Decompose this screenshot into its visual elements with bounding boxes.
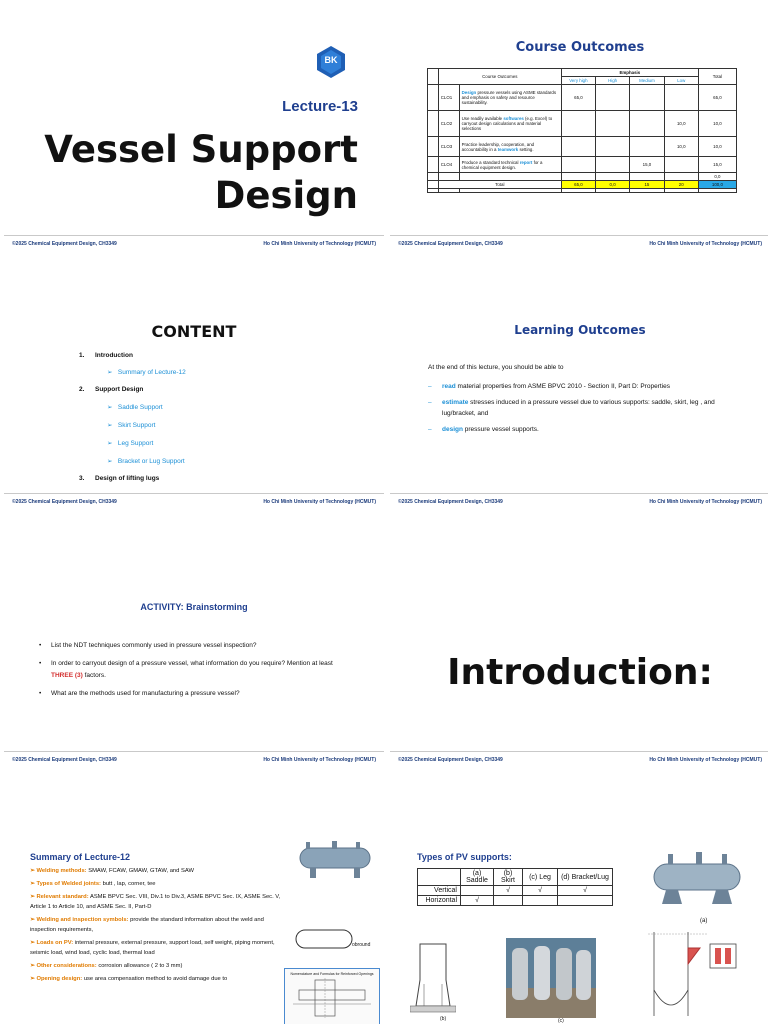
- slide-heading: CONTENT: [151, 322, 237, 341]
- university-logo: [317, 46, 345, 78]
- outcome-list: [428, 381, 746, 435]
- obround-shape-illustration: [294, 928, 354, 950]
- figure-label-a: (a): [700, 918, 708, 924]
- slide-footer: ©2025 Chemical Equipment Design, CH3349 Ho Chi Minh University of Technology (HCMUT): [4, 751, 384, 766]
- horizontal-vessel-illustration: [292, 836, 378, 882]
- content-list: [79, 352, 186, 482]
- list-item: – estimate stresses induced in a pressure vessel due to various supports: saddle, skirt, leg , and lug/bracket, and: [428, 399, 715, 417]
- list-subitem: ➢ Saddle Support: [107, 404, 163, 411]
- obround-label: obround: [352, 942, 371, 948]
- bracket-support-illustration: [648, 930, 748, 1020]
- slide-footer: ©2025 Chemical Equipment Design, CH3349 Ho Chi Minh University of Technology (HCMUT): [390, 493, 768, 508]
- summary-list: [30, 866, 282, 984]
- slide-summary: [4, 780, 384, 1024]
- course-outcomes-table: [427, 68, 737, 193]
- table-row: 0,0: [428, 173, 737, 181]
- list-item: – read material properties from ASME BPVC 2010 - Section II, Part D: Properties: [428, 383, 670, 390]
- activity-list: [39, 640, 349, 700]
- figure-label-c: (c): [558, 1018, 564, 1024]
- list-item: 2. Support Design: [79, 386, 144, 393]
- support-types-table: (a) Saddle (b) Skirt (c) Leg (d) Bracket/Lug Vertical √ √ √ Horizontal √: [417, 868, 613, 906]
- list-item: ➢ Opening design: use area compensation method to avoid damage due to: [30, 976, 228, 982]
- slide-introduction: [390, 522, 768, 772]
- intro-text: At the end of this lecture, you should be able to: [428, 364, 564, 371]
- slide-footer: ©2025 Chemical Equipment Design, CH3349 Ho Chi Minh University of Technology (HCMUT): [390, 235, 768, 250]
- list-subitem: ➢ Bracket or Lug Support: [107, 458, 185, 465]
- list-item: ➢ Other considerations: corrosion allowance ( 2 to 3 mm): [30, 963, 183, 969]
- list-subitem: ➢ Skirt Support: [107, 422, 156, 429]
- slide-footer: ©2025 Chemical Equipment Design, CH3349 Ho Chi Minh University of Technology (HCMUT): [4, 235, 384, 250]
- list-item: ➢ Loads on PV: internal pressure, external pressure, support load, self weight, piping moment, seismic load, wind load, cyclic load, thermal load: [30, 940, 275, 956]
- list-item: • List the NDT techniques commonly used in pressure vessel inspection?: [39, 642, 257, 649]
- slide-heading: Types of PV supports:: [417, 852, 512, 862]
- list-item: ➢ Relevant standard: ASME BPVC Sec. VIII, Div.1 to Div.3, ASME BPVC Sec. IX, ASME Sec. V, Article 1 to Article 10, and ASME Sec. II, Part-D: [30, 894, 281, 910]
- level-header: Medium: [630, 77, 664, 85]
- header-outcomes: Course Outcomes: [438, 69, 561, 85]
- table-row: CLO2 Use readily available softwares (e.g. Excel) to carryout design calculations and material selections 10,0 10,0: [428, 111, 737, 137]
- list-item: ➢ Welding methods: SMAW, FCAW, GMAW, GTAW, and SAW: [30, 868, 194, 874]
- saddle-vessel-illustration: [648, 842, 748, 912]
- figure-label-b: (b): [440, 1016, 447, 1022]
- slide-learning-outcomes: [390, 264, 768, 514]
- slide-pv-supports: [390, 780, 768, 1024]
- table-row: Horizontal √: [418, 896, 613, 906]
- level-header: High: [596, 77, 630, 85]
- list-item: • In order to carryout design of a pressure vessel, what information do you require? Mention at least THREE (3) factors.: [39, 660, 333, 679]
- list-subitem: ➢ Leg Support: [107, 440, 154, 447]
- slide-title-line1: Vessel Support: [44, 128, 358, 171]
- table-row: CLO1 Design pressure vessels using ASME standards and emphasis on safety and resource sustainability. 65,0 65,0: [428, 85, 737, 111]
- slide-heading: ACTIVITY: Brainstorming: [140, 602, 248, 612]
- logo-text: BK: [324, 55, 338, 65]
- slide-footer: ©2025 Chemical Equipment Design, CH3349 Ho Chi Minh University of Technology (HCMUT): [390, 751, 768, 766]
- slide-footer: ©2025 Chemical Equipment Design, CH3349 Ho Chi Minh University of Technology (HCMUT): [4, 493, 384, 508]
- slide-heading: Learning Outcomes: [514, 323, 646, 337]
- header-total: Total: [698, 69, 736, 85]
- slide-course-outcomes: [390, 6, 768, 256]
- level-header: Low: [664, 77, 698, 85]
- table-row: CLO4 Produce a standard technical report for a chemical equipment design. 15,0 15,0: [428, 157, 737, 173]
- list-item: • What are the methods used for manufacturing a pressure vessel?: [39, 690, 240, 697]
- leg-support-photo: [506, 938, 596, 1018]
- table-row: CLO3 Practice leadership, cooperation, and accountability in a teamwork setting. 10,0 10,0: [428, 137, 737, 157]
- slide-heading: Introduction:: [447, 652, 713, 693]
- table-row: Vertical √ √ √: [418, 886, 613, 896]
- opening-reinforcement-figure: Nomenclature and Formulas for Reinforced Openings: [284, 968, 380, 1024]
- list-item: – design pressure vessel supports.: [428, 426, 539, 433]
- list-subitem: ➢ Summary of Lecture-12: [107, 369, 186, 376]
- lecture-number: Lecture-13: [282, 98, 358, 115]
- slide-content: [4, 264, 384, 514]
- slide-activity: [4, 522, 384, 772]
- slide-title: [4, 6, 384, 256]
- list-item: 1. Introduction: [79, 352, 133, 359]
- slide-heading: Summary of Lecture-12: [30, 852, 131, 862]
- level-header: Very high: [561, 77, 595, 85]
- skirt-support-illustration: [410, 940, 456, 1014]
- list-item: 3. Design of lifting lugs: [79, 475, 160, 482]
- list-item: ➢ Types of Welded joints: butt , lap, corner, tee: [30, 881, 156, 887]
- slide-title-line2: Design: [214, 174, 358, 217]
- list-item: ➢ Welding and inspection symbols: provide the standard information about the weld and inspection requirements,: [30, 917, 264, 933]
- slide-heading: Course Outcomes: [515, 40, 645, 55]
- header-emphasis: Emphasis: [561, 69, 698, 77]
- table-total-row: Total 65,0 0,0 15 20 100,0: [428, 181, 737, 189]
